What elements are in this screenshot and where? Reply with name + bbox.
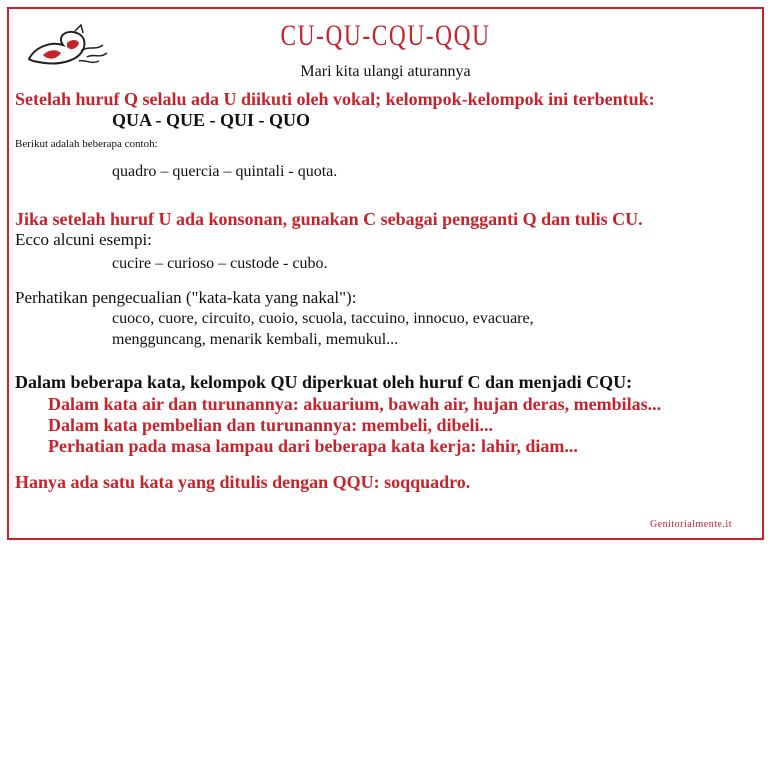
rule3-item: Perhatian pada masa lampau dari beberapa kata kerja: lahir, diam... (48, 436, 578, 456)
content-card (7, 7, 764, 540)
page-subtitle: Mari kita ulangi aturannya (300, 63, 471, 80)
footer-site-name: Genitorialmente.it (649, 519, 732, 530)
rule1-intro: Berikut adalah beberapa contoh: (15, 138, 158, 150)
rule3-item: Dalam kata pembelian dan turunannya: membeli, dibeli... (48, 415, 494, 435)
exceptions-line-2: mengguncang, menarik kembali, memukul... (112, 331, 399, 348)
rule1-groups: QUA - QUE - QUI - QUO (112, 110, 310, 130)
rule1-heading: Setelah huruf Q selalu ada U diikuti oleh vokal; kelompok-kelompok ini terbentuk: (15, 89, 655, 109)
page-title: CU-QU-CQU-QQU (280, 19, 491, 52)
rule2-examples: cucire – curioso – custode - cubo. (112, 255, 328, 272)
rule2-intro: Ecco alcuni esempi: (15, 230, 152, 249)
rule2-heading: Jika setelah huruf U ada konsonan, gunakan C sebagai pengganti Q dan tulis CU. (15, 209, 643, 229)
rule1-examples: quadro – quercia – quintali - quota. (112, 163, 338, 180)
exceptions-line-1: cuoco, cuore, circuito, cuoio, scuola, taccuino, innocuo, evacuare, (112, 310, 534, 327)
rule3-item: Dalam kata air dan turunannya: akuarium, bawah air, hujan deras, membilas... (48, 394, 662, 414)
exceptions-intro: Perhatikan pengecualian ("kata-kata yang nakal"): (15, 288, 357, 307)
rule3-heading: Dalam beberapa kata, kelompok QU diperkuat oleh huruf C dan menjadi CQU: (15, 372, 633, 392)
rule4-heading: Hanya ada satu kata yang ditulis dengan QQU: soqquadro. (15, 472, 471, 492)
